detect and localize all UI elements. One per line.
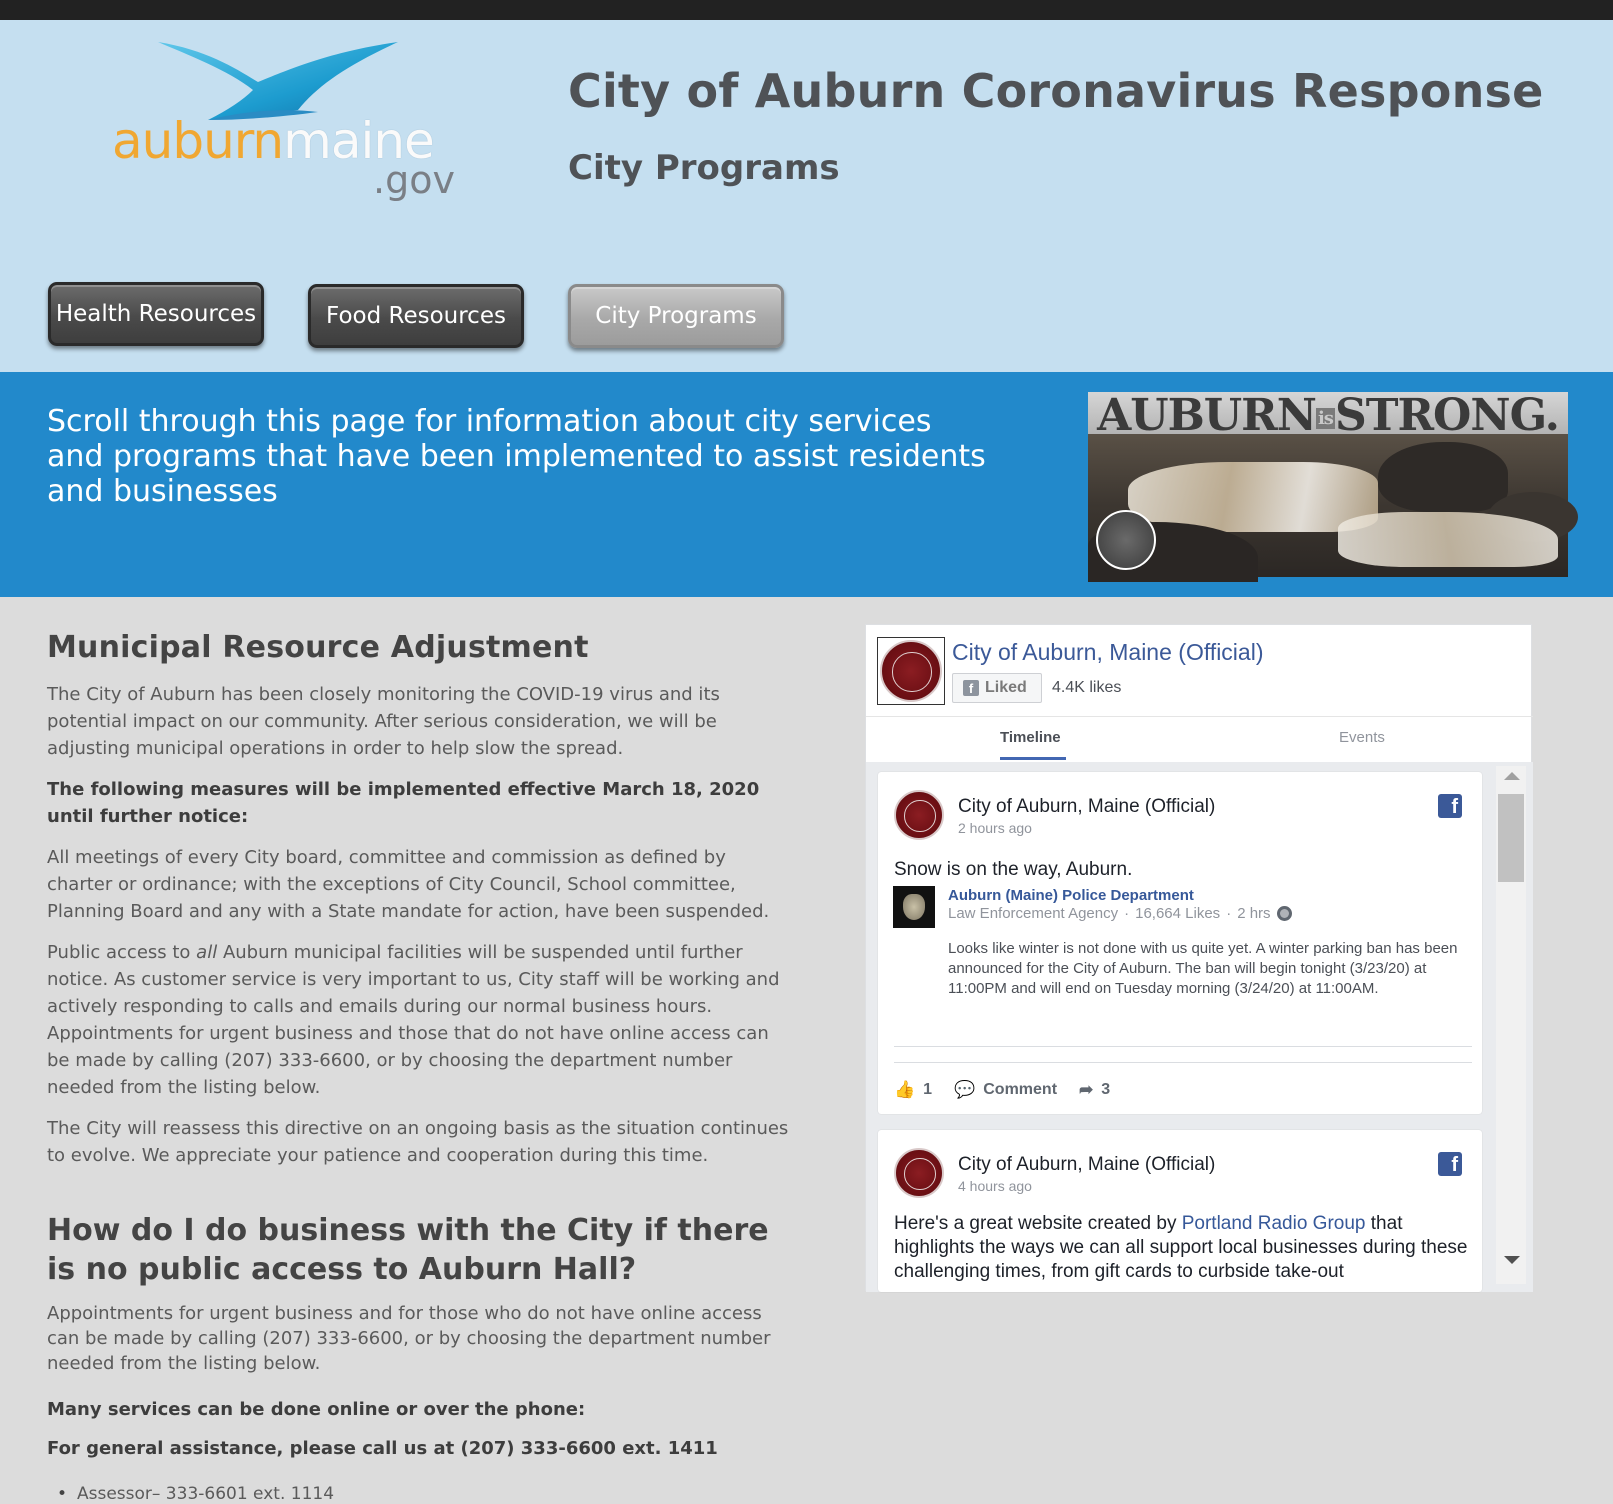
globe-icon: [1277, 906, 1292, 921]
city-seal-icon: [880, 640, 942, 702]
logo-gov: .gov: [373, 158, 455, 202]
paragraph-bold: Many services can be done online or over the phone:: [47, 1399, 586, 1420]
fb-post: [878, 772, 1482, 1114]
post-text: Here's a great website created by Portland Radio Group that highlights the ways we can all support local businesses during these challenging times, from gift cards to curbside take-out: [894, 1213, 1468, 1282]
post-author[interactable]: City of Auburn, Maine (Official): [958, 796, 1216, 817]
likes-count: 4.4K likes: [1052, 679, 1122, 696]
paragraph: The City will reassess this directive on an ongoing basis as the situation continues to evolve. We appreciate your patience and cooperation during this time.: [47, 1118, 789, 1166]
shared-page-avatar[interactable]: [893, 886, 935, 928]
comment-action[interactable]: 💬 Comment: [954, 1080, 1058, 1099]
liked-label: Liked: [985, 679, 1027, 696]
scroll-up-arrow-icon[interactable]: [1504, 772, 1520, 780]
site-header: [0, 20, 1613, 372]
paragraph-bold: The following measures will be implemented effective March 18, 2020 until further notice:: [47, 779, 760, 827]
paragraph: Appointments for urgent business and for those who do not have online access can be made by calling (207) 333-6600, or by choosing the department number needed from the listing below.: [47, 1303, 771, 1374]
post-timestamp[interactable]: 4 hours ago: [958, 1178, 1032, 1194]
share-action[interactable]: ➦ 3: [1079, 1080, 1111, 1099]
portland-radio-group-link[interactable]: Portland Radio Group: [1181, 1213, 1366, 1234]
fb-tabs: [866, 717, 1533, 762]
auburn-is-strong-image: [1088, 392, 1568, 577]
city-programs-button[interactable]: City Programs: [568, 284, 784, 348]
fb-post: [878, 1130, 1482, 1292]
post-actions: [894, 1080, 1110, 1100]
facebook-icon[interactable]: f: [1438, 794, 1462, 818]
post-timestamp[interactable]: 2 hours ago: [958, 820, 1032, 836]
health-resources-button[interactable]: Health Resources: [48, 282, 264, 346]
paragraph: The City of Auburn has been closely monitoring the COVID-19 virus and its potential impact on our community. After serious consideration, we will be adjusting municipal operations in order to help slow the spread.: [47, 684, 720, 759]
fb-feed[interactable]: [866, 762, 1533, 1292]
active-tab-indicator: [1000, 757, 1066, 760]
facebook-icon[interactable]: f: [1438, 1152, 1462, 1176]
shared-page-name-link[interactable]: Auburn (Maine) Police Department: [948, 887, 1194, 904]
section-title-business: How do I do business with the City if there is no public access to Auburn Hall?: [47, 1213, 769, 1287]
fb-header: [866, 625, 1533, 717]
banner-text: Scroll through this page for information about city services and programs that have been implemented to assist residents and businesses: [47, 404, 986, 509]
scroll-down-arrow-icon[interactable]: [1504, 1256, 1520, 1264]
food-resources-button[interactable]: Food Resources: [308, 284, 524, 348]
logo-wordmark: auburnmaine: [112, 112, 434, 170]
list-item: • Assessor– 333-6601 ext. 1114: [77, 1484, 792, 1504]
post-text: Snow is on the way, Auburn.: [894, 859, 1133, 880]
post-author-avatar[interactable]: [894, 790, 944, 840]
facebook-page-widget: [865, 624, 1532, 1291]
facebook-f-icon: f: [963, 680, 979, 696]
tab-events[interactable]: Events: [1339, 729, 1385, 746]
divider: [894, 1062, 1472, 1063]
auburn-is-strong-title: AUBURN isSTRONG.: [1097, 390, 1559, 441]
thumbs-up-icon: 👍: [894, 1080, 916, 1099]
post-author[interactable]: City of Auburn, Maine (Official): [958, 1154, 1216, 1175]
top-bar: [0, 0, 1613, 20]
feed-scrollbar[interactable]: [1496, 766, 1526, 1284]
shared-post-text: Looks like winter is not done with us quite yet. A winter parking ban has been announced for the City of Auburn. The ban will begin tonight (3/23/20) at 11:00PM and will end on Tuesday morning (3/24/20) at 11:00AM.: [948, 940, 1458, 997]
page-subtitle: City Programs: [568, 148, 840, 188]
scroll-thumb[interactable]: [1498, 794, 1524, 882]
liked-button[interactable]: [952, 673, 1042, 703]
auburnmaine-logo[interactable]: [108, 40, 468, 205]
paragraph: Public access to all Auburn municipal facilities will be suspended until further notice. As customer service is very important to us, City staff will be working and actively responding to calls and emails during our normal business hours. Appointments for urgent business and those that do not have online access can be made by calling (207) 333-6600, or by choosing the department number needed from the listing below.: [47, 942, 780, 1098]
shared-page-meta: Law Enforcement Agency · 16,664 Likes · 2 hrs: [948, 905, 1292, 922]
page-title: City of Auburn Coronavirus Response: [568, 64, 1544, 118]
share-arrow-icon: ➦: [1079, 1080, 1094, 1099]
fb-page-name-link[interactable]: City of Auburn, Maine (Official): [952, 639, 1264, 665]
paragraph-bold: For general assistance, please call us at (207) 333-6600 ext. 1411: [47, 1438, 718, 1459]
section-title-municipal: Municipal Resource Adjustment: [47, 630, 589, 665]
paragraph: All meetings of every City board, committee and commission as defined by charter or ordinance; with the exceptions of City Council, School committee, Planning Board and any with a State mandate for action, have been suspended.: [47, 847, 770, 922]
city-seal-icon: [1096, 510, 1156, 570]
main-content: [47, 630, 792, 1504]
police-badge-icon: [903, 894, 925, 920]
page-avatar[interactable]: [877, 637, 945, 705]
divider: [894, 1046, 1472, 1047]
like-action[interactable]: 👍 1: [894, 1080, 933, 1099]
intro-banner: [0, 372, 1613, 597]
comment-icon: 💬: [954, 1080, 976, 1099]
tab-timeline[interactable]: Timeline: [1000, 729, 1061, 746]
post-author-avatar[interactable]: [894, 1148, 944, 1198]
